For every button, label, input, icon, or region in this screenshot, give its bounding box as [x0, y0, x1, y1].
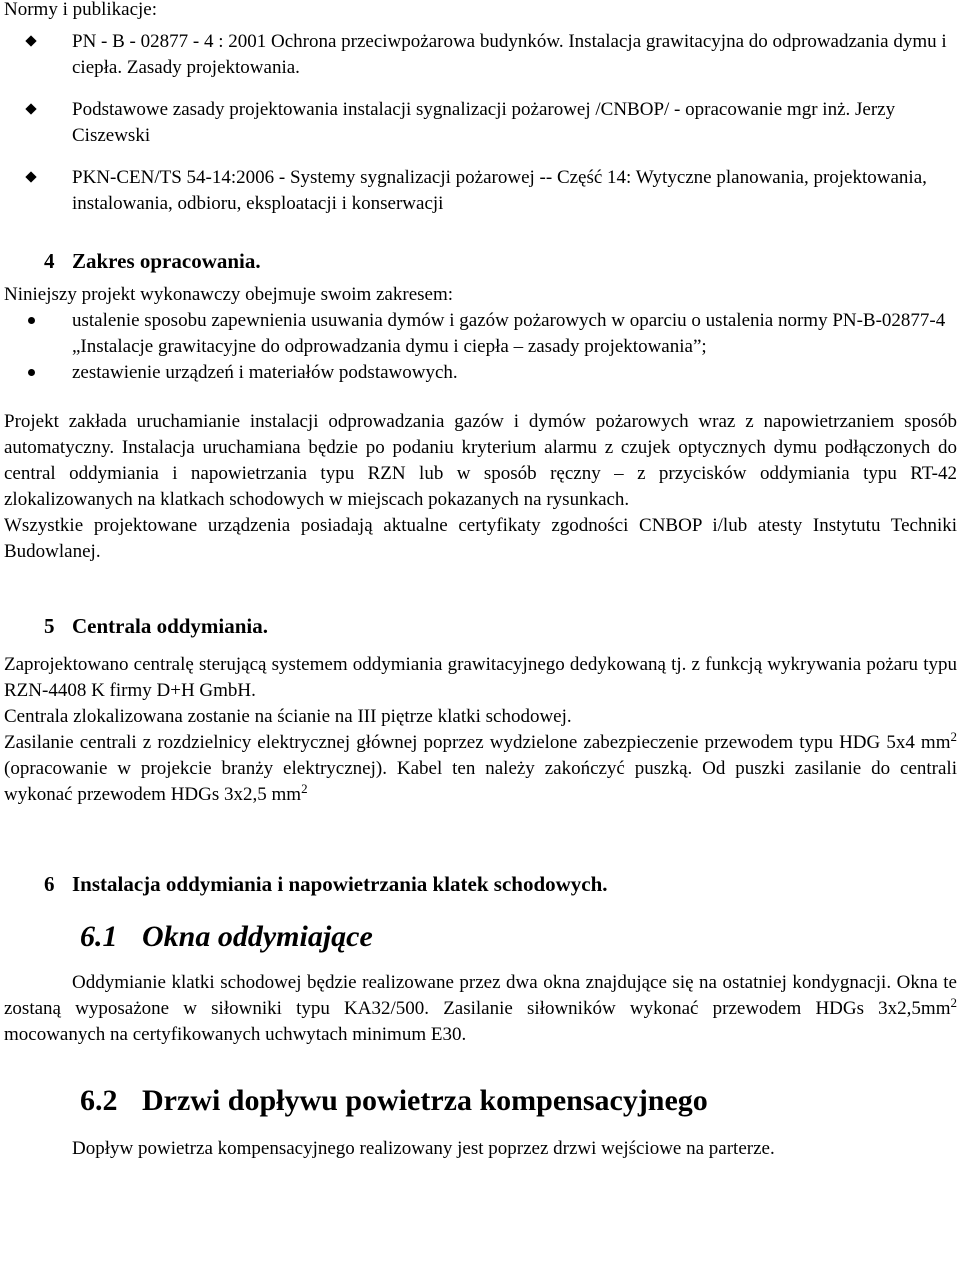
list-item: Podstawowe zasady projektowania instalacji sygnalizacji pożarowej /CNBOP/ - opracowanie mgr inż. Jerzy Ciszewski — [4, 97, 957, 149]
subsection-heading: 6.2 Drzwi dopływu powietrza kompensacyjnego — [80, 1084, 708, 1117]
scope-list — [4, 308, 957, 386]
paragraph: Centrala zlokalizowana zostanie na ścianie na III piętrze klatki schodowej. — [4, 706, 572, 727]
list-item: PKN-CEN/TS 54-14:2006 - Systemy sygnalizacji pożarowej -- Część 14: Wytyczne planowania, projektowania, instalowania, odbioru, eksploatacji i konserwacji — [4, 165, 957, 217]
norms-list — [4, 29, 957, 217]
list-item: ustalenie sposobu zapewnienia usuwania dymów i gazów pożarowych w oparciu o ustalenia normy PN-B-02877-4 „Instalacje grawitacyjne do odprowadzania dymu i ciepła – zasady projektowania”; — [4, 308, 957, 360]
list-item: zestawienie urządzeń i materiałów podstawowych. — [4, 360, 957, 386]
section-heading: 4 Zakres opracowania. — [44, 249, 261, 273]
section-intro: Niniejszy projekt wykonawczy obejmuje swoim zakresem: — [4, 284, 454, 305]
paragraph: Wszystkie projektowane urządzenia posiadają aktualne certyfikaty zgodności CNBOP i/lub atesty Instytutu Techniki Budowlanej. — [4, 515, 957, 562]
list-item: PN - B - 02877 - 4 : 2001 Ochrona przeciwpożarowa budynków. Instalacja grawitacyjna do odprowadzania dymu i ciepła. Zasady projektowania. — [4, 29, 957, 81]
diamond-bullet-icon — [25, 35, 36, 46]
paragraph: Zasilanie centrali z rozdzielnicy elektrycznej głównej poprzez wydzielone zabezpieczenie przewodem typu HDG 5x4 $mm^2$ (opracowanie w projekcie branży elektrycznej). Kabel ten należy zakończyć puszką. Od puszki zasilanie do centrali wykonać przewodem HDGs 3x2,5 $mm^2$ — [4, 729, 957, 805]
paragraph: Projekt zakłada uruchamianie instalacji odprowadzania gazów i dymów pożarowych wraz z napowietrzaniem sposób automatyczny. Instalacja uruchamiana będzie po podaniu kryterium alarmu z czujek optycznych dymu podłączonych do central oddymiania i napowietrzania typu RZN lub w sposób ręczny – z przycisków oddymiania typu RT-42 zlokalizowanych na klatkach schodowych w miejscach pokazanych na rysunkach. — [4, 411, 957, 510]
section-heading: 5 Centrala oddymiania. — [44, 614, 269, 638]
subsection-heading: 6.1 Okna oddymiające — [80, 920, 373, 953]
diamond-bullet-icon — [25, 103, 36, 114]
document-page — [4, 0, 957, 1162]
diamond-bullet-icon — [25, 171, 36, 182]
section-heading: 6 Instalacja oddymiania i napowietrzania klatek schodowych. — [44, 872, 608, 896]
dot-bullet-icon — [28, 369, 35, 376]
dot-bullet-icon — [28, 317, 35, 324]
paragraph: Zaprojektowano centralę sterującą systemem oddymiania grawitacyjnego dedykowaną tj. z funkcją wykrywania pożaru typu RZN-4408 K firmy D+H GmbH. — [4, 654, 957, 701]
norms-heading: Normy i publikacje: — [4, 0, 158, 20]
paragraph: Oddymianie klatki schodowej będzie realizowane przez dwa okna znajdujące się na ostatniej kondygnacji. Okna te zostaną wyposażone w siłowniki typu KA32/500. Zasilanie siłowników wykonać przewodem HDGs $3x2,5mm^2$ mocowanych na certyfikowanych uchwytach minimum E30. — [4, 972, 957, 1045]
paragraph: Dopływ powietrza kompensacyjnego realizowany jest poprzez drzwi wejściowe na parterze. — [72, 1138, 775, 1159]
